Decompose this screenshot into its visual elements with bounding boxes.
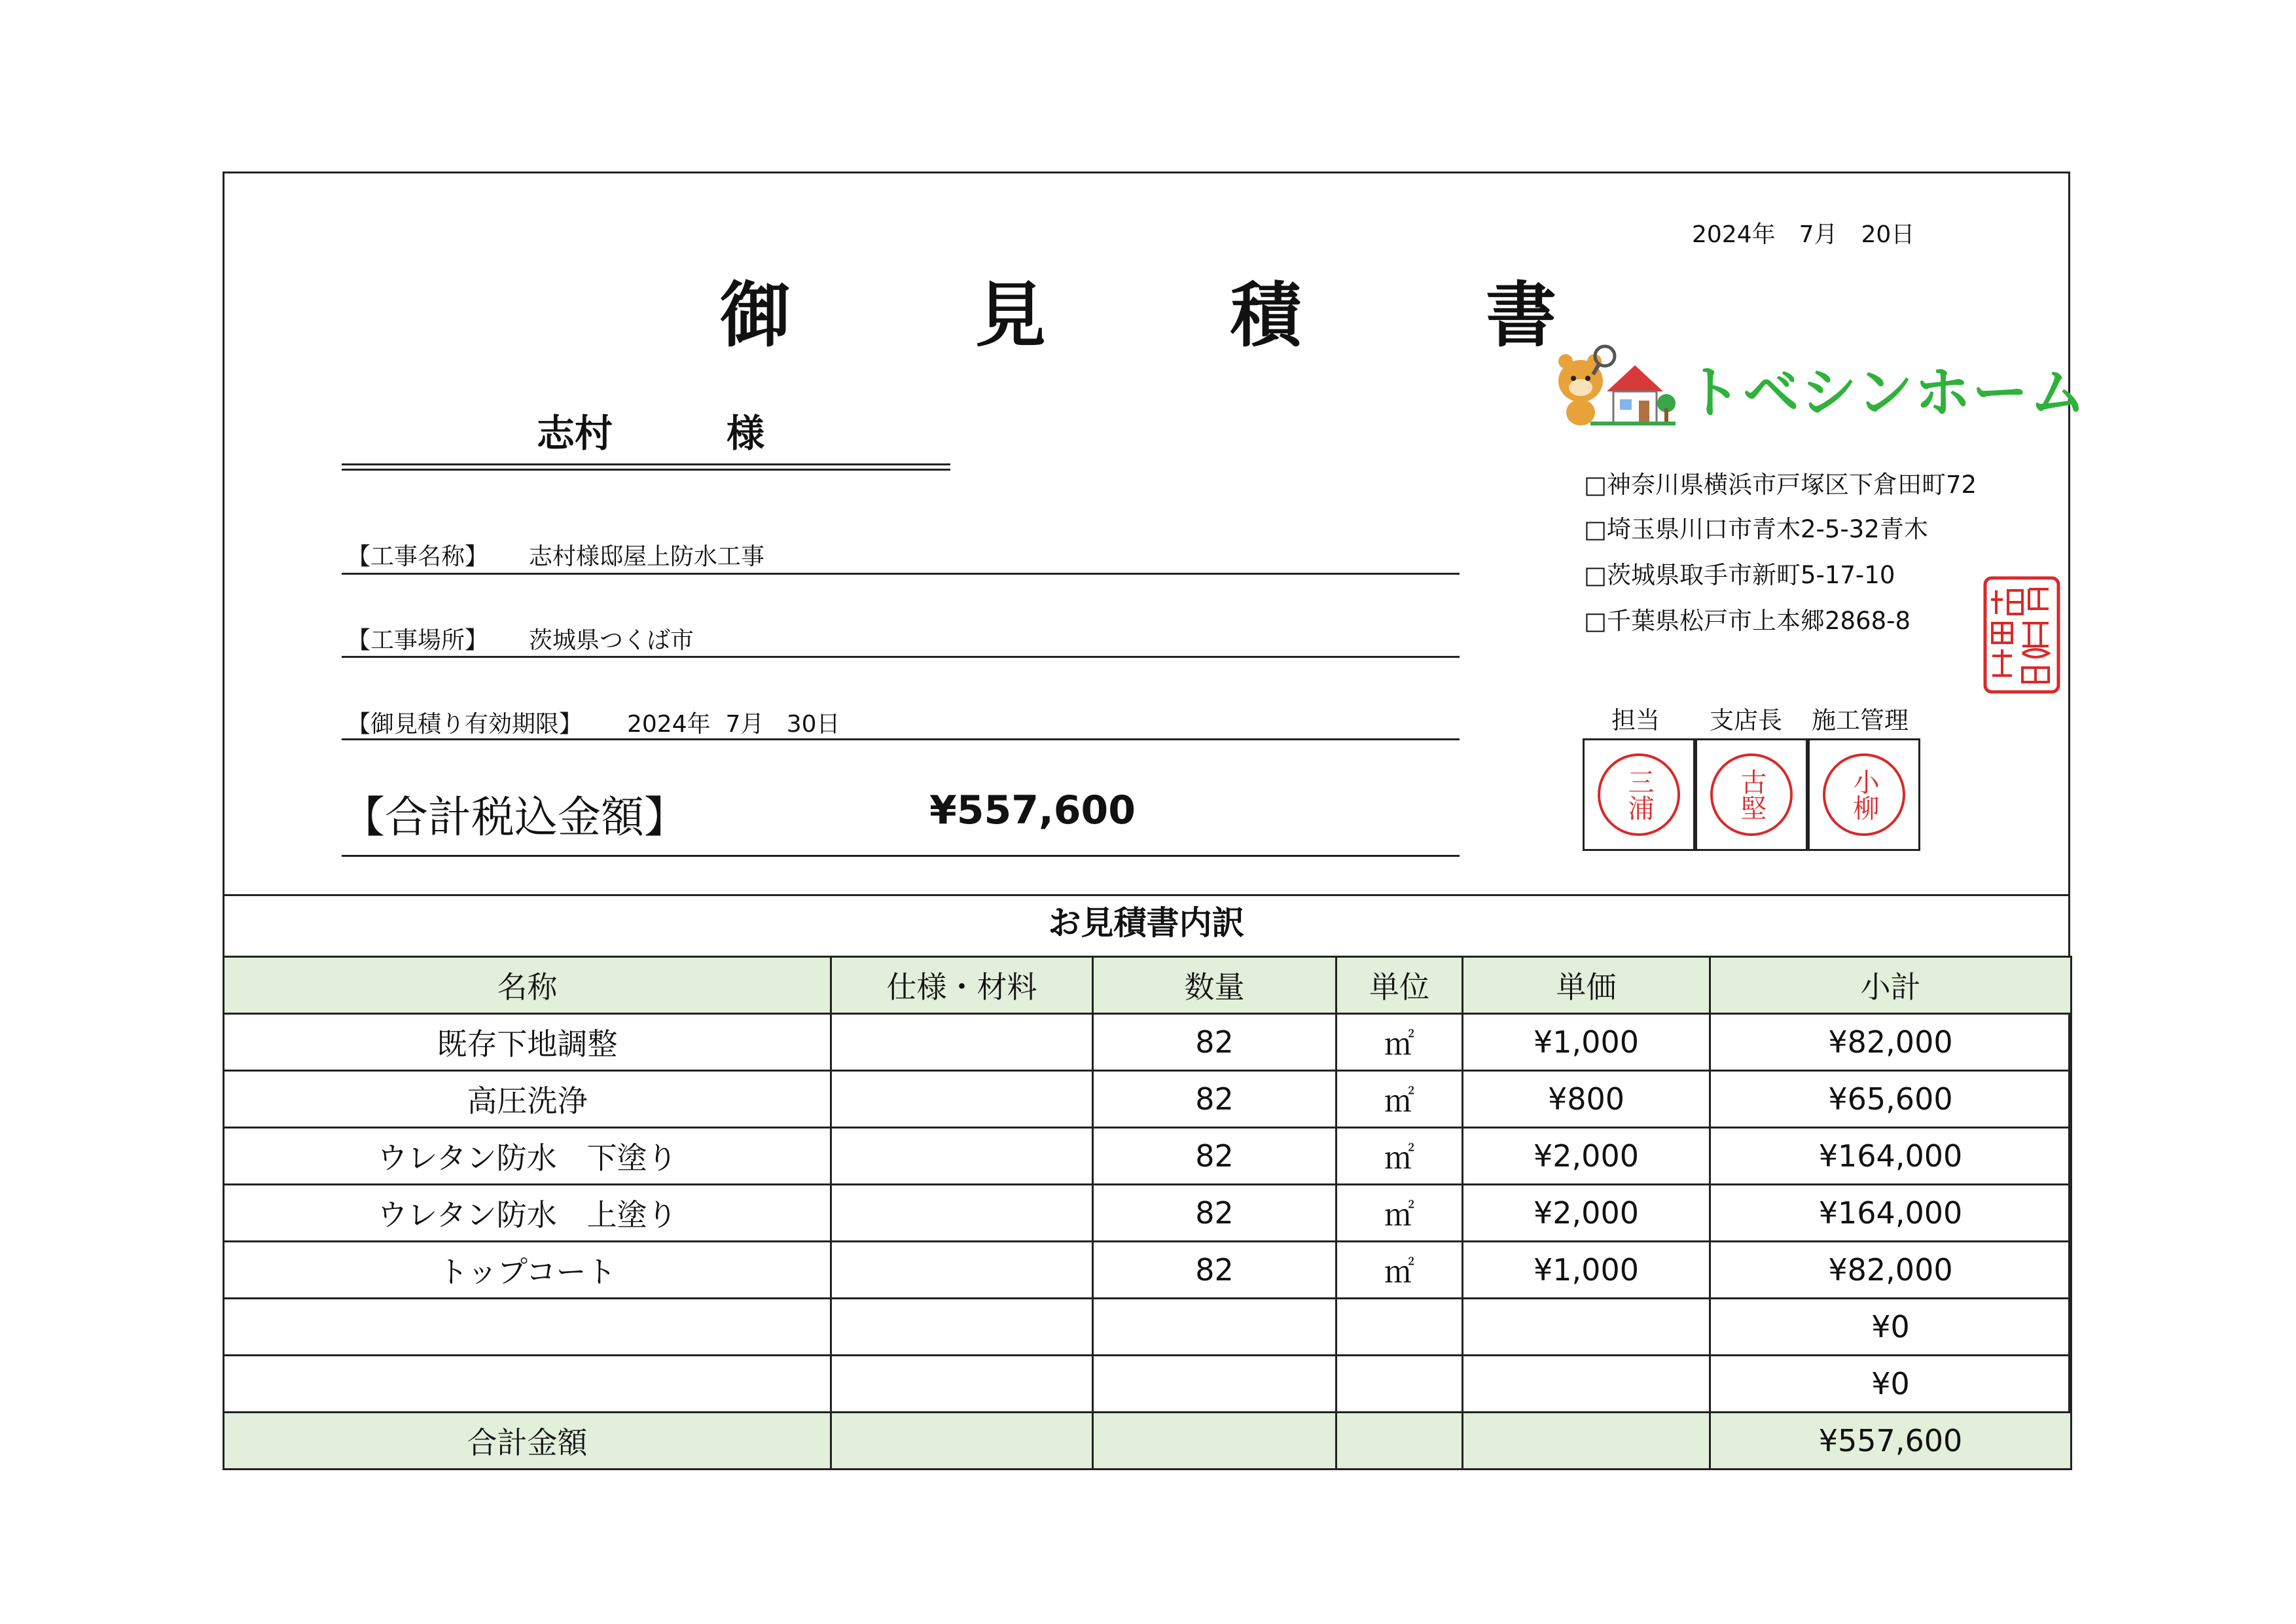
item-quantity: 82: [1093, 1128, 1336, 1185]
item-subtotal: ¥82,000: [1710, 1014, 2072, 1071]
empty-cell: [1463, 1413, 1710, 1470]
title-char: 見: [975, 275, 1047, 357]
client-name: 志村 様: [537, 411, 765, 456]
total-amount-value: ¥557,600: [929, 787, 1136, 833]
approval-role-label: 担当: [1611, 706, 1660, 734]
estimate-items-table: [223, 956, 2072, 1470]
item-quantity: 82: [1093, 1014, 1336, 1071]
item-unit: ㎡: [1336, 1185, 1463, 1242]
item-spec: [831, 1299, 1093, 1356]
item-name: 既存下地調整: [224, 1014, 831, 1071]
item-unit-price: ¥1,000: [1463, 1014, 1710, 1071]
divider: [342, 656, 1460, 658]
item-unit-price: ¥2,000: [1463, 1185, 1710, 1242]
item-unit: [1336, 1299, 1463, 1356]
title-char: 書: [1486, 275, 1557, 357]
item-name: [224, 1299, 831, 1356]
item-spec: [831, 1014, 1093, 1071]
column-header: 小計: [1710, 957, 2072, 1014]
approval-stamp-box: [1583, 738, 1695, 851]
company-address: □神奈川県横浜市戸塚区下倉田町72: [1584, 471, 1977, 499]
item-unit-price: [1463, 1299, 1710, 1356]
item-quantity: [1093, 1356, 1336, 1413]
client-underline: [342, 463, 950, 465]
divider: [223, 894, 2070, 896]
item-spec: [831, 1128, 1093, 1185]
table-row: [224, 1356, 2072, 1413]
total-label: 合計金額: [224, 1413, 831, 1470]
item-unit: ㎡: [1336, 1014, 1463, 1071]
item-name: 高圧洗浄: [224, 1071, 831, 1128]
item-name: [224, 1356, 831, 1413]
item-spec: [831, 1242, 1093, 1299]
breakdown-title: お見積書内訳: [1048, 904, 1245, 942]
company-address: □千葉県松戸市上本郷2868-8: [1584, 607, 1911, 635]
empty-cell: [831, 1413, 1093, 1470]
item-unit: [1336, 1356, 1463, 1413]
approval-stamp: 三浦: [1598, 753, 1680, 836]
title-char: 積: [1230, 275, 1302, 357]
table-total-row: [224, 1413, 2072, 1470]
item-subtotal: ¥0: [1710, 1356, 2072, 1413]
item-spec: [831, 1185, 1093, 1242]
item-unit-price: ¥2,000: [1463, 1128, 1710, 1185]
divider: [342, 738, 1460, 740]
client-underline: [342, 469, 950, 471]
table-row: [224, 1242, 2072, 1299]
table-row: [224, 1014, 2072, 1071]
item-subtotal: ¥0: [1710, 1299, 2072, 1356]
total-value: ¥557,600: [1710, 1413, 2072, 1470]
empty-cell: [1336, 1413, 1463, 1470]
item-quantity: [1093, 1299, 1336, 1356]
validity-value: 2024年 7月 30日: [627, 711, 840, 738]
title-char: 御: [720, 275, 791, 357]
column-header: 単位: [1336, 957, 1463, 1014]
company-seal-stamp: [1983, 576, 2060, 694]
approval-role-label: 支店長: [1710, 706, 1782, 734]
item-name: ウレタン防水 下塗り: [224, 1128, 831, 1185]
item-name: トップコート: [224, 1242, 831, 1299]
empty-cell: [1093, 1413, 1336, 1470]
company-address: □茨城県取手市新町5-17-10: [1584, 561, 1895, 589]
item-spec: [831, 1356, 1093, 1413]
approval-stamp-box: [1808, 738, 1920, 851]
table-row: [224, 1128, 2072, 1185]
issue-date: 2024年 7月 20日: [1692, 221, 1915, 248]
item-quantity: 82: [1093, 1185, 1336, 1242]
table-row: [224, 1185, 2072, 1242]
item-unit-price: [1463, 1356, 1710, 1413]
project-place-label: 【工事場所】: [347, 627, 489, 654]
table-row: [224, 1071, 2072, 1128]
item-subtotal: ¥65,600: [1710, 1071, 2072, 1128]
house-icon: [1590, 365, 1676, 425]
project-name-label: 【工事名称】: [347, 543, 489, 570]
item-unit: ㎡: [1336, 1071, 1463, 1128]
mascot-icon: [1558, 346, 1615, 425]
column-header: 名称: [224, 957, 831, 1014]
item-name: ウレタン防水 上塗り: [224, 1185, 831, 1242]
approval-stamp: 古堅: [1710, 753, 1793, 836]
item-unit-price: ¥1,000: [1463, 1242, 1710, 1299]
project-name-value: 志村様邸屋上防水工事: [529, 543, 765, 570]
column-header: 数量: [1093, 957, 1336, 1014]
item-unit: ㎡: [1336, 1242, 1463, 1299]
total-amount-label: 【合計税込金額】: [342, 792, 687, 842]
item-quantity: 82: [1093, 1242, 1336, 1299]
table-row: [224, 1299, 2072, 1356]
column-header: 仕様・材料: [831, 957, 1093, 1014]
approval-role-label: 施工管理: [1812, 706, 1909, 734]
divider: [342, 855, 1460, 857]
divider: [342, 573, 1460, 575]
table-header-row: [224, 957, 2072, 1014]
item-spec: [831, 1071, 1093, 1128]
item-unit: ㎡: [1336, 1128, 1463, 1185]
project-place-value: 茨城県つくば市: [529, 627, 694, 654]
company-logo-text: トベシンホーム: [1685, 360, 2087, 425]
item-subtotal: ¥164,000: [1710, 1185, 2072, 1242]
approval-stamp: 小柳: [1823, 753, 1905, 836]
item-quantity: 82: [1093, 1071, 1336, 1128]
validity-label: 【御見積り有効期限】: [347, 711, 583, 738]
item-subtotal: ¥82,000: [1710, 1242, 2072, 1299]
column-header: 単価: [1463, 957, 1710, 1014]
approval-stamp-box: [1695, 738, 1808, 851]
item-subtotal: ¥164,000: [1710, 1128, 2072, 1185]
item-unit-price: ¥800: [1463, 1071, 1710, 1128]
company-address: □埼玉県川口市青木2-5-32青木: [1584, 515, 1928, 543]
